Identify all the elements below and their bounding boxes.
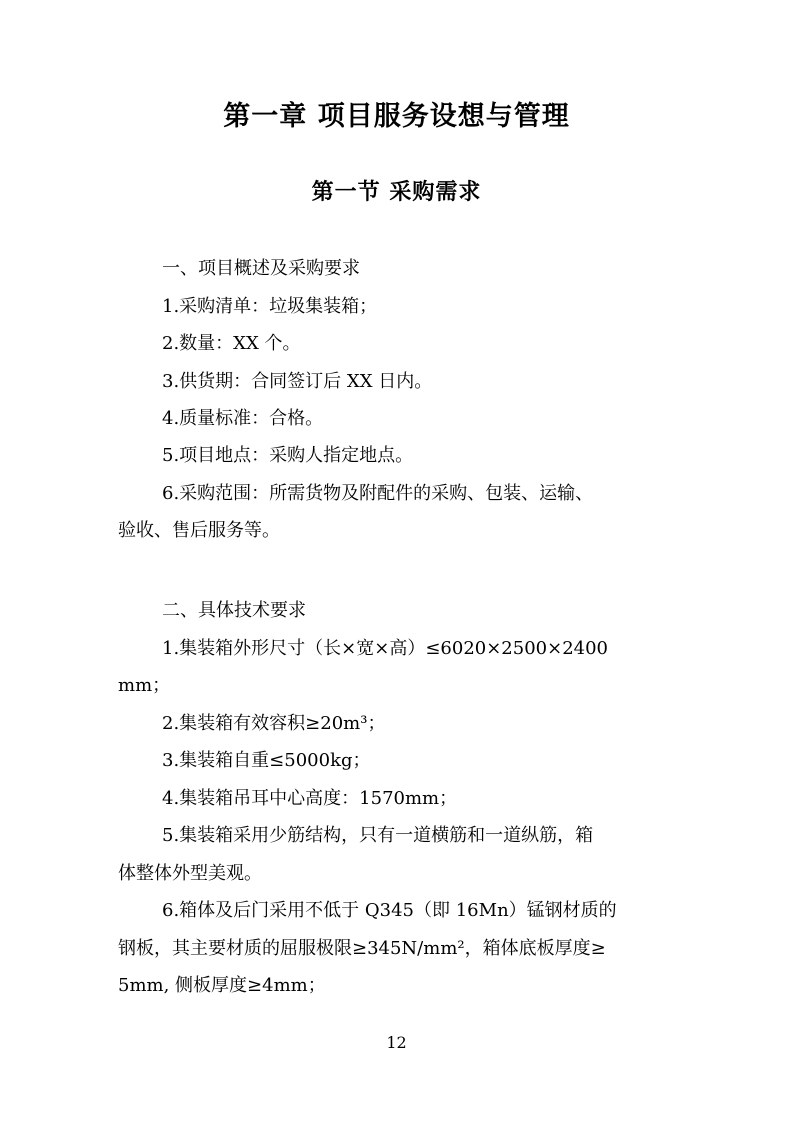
part2-item: 1.集装箱外形尺寸（长×宽×高）≤6020×2500×2400 — [162, 638, 609, 659]
part2-item: 2.集装箱有效容积≥20m³； — [162, 713, 386, 734]
part1-item-continuation: 验收、售后服务等。 — [118, 520, 280, 541]
part1-item: 2.数量：XX 个。 — [162, 333, 301, 354]
part1-item: 4.质量标准：合格。 — [162, 408, 324, 429]
part2-item: 3.集装箱自重≤5000kg； — [162, 750, 371, 771]
part1-item: 3.供货期：合同签订后 XX 日内。 — [162, 371, 433, 392]
section-title: 第一节 采购需求 — [311, 179, 482, 205]
part2-item: 6.箱体及后门采用不低于 Q345（即 16Mn）锰钢材质的 — [162, 900, 617, 921]
page-number: 12 — [386, 1033, 407, 1052]
part2-item-continuation: 5mm, 侧板厚度≥4mm； — [118, 975, 326, 996]
part1-item: 6.采购范围：所需货物及附配件的采购、包装、运输、 — [162, 483, 594, 504]
part2-item: 5.集装箱采用少筋结构，只有一道横筋和一道纵筋，箱 — [162, 825, 594, 846]
chapter-title: 第一章 项目服务设想与管理 — [223, 101, 570, 132]
part2-item-continuation: mm； — [118, 675, 171, 696]
part2-heading: 二、具体技术要求 — [162, 600, 306, 621]
part1-item: 1.采购清单：垃圾集装箱； — [162, 296, 378, 317]
part1-item: 5.项目地点：采购人指定地点。 — [162, 445, 414, 466]
part2-item-continuation: 体整体外型美观。 — [118, 863, 262, 884]
part1-heading: 一、项目概述及采购要求 — [162, 258, 360, 279]
part2-item-continuation: 钢板，其主要材质的屈服极限≥345N/mm²，箱体底板厚度≥ — [118, 938, 606, 959]
part2-item: 4.集装箱吊耳中心高度：1570mm； — [162, 788, 458, 809]
